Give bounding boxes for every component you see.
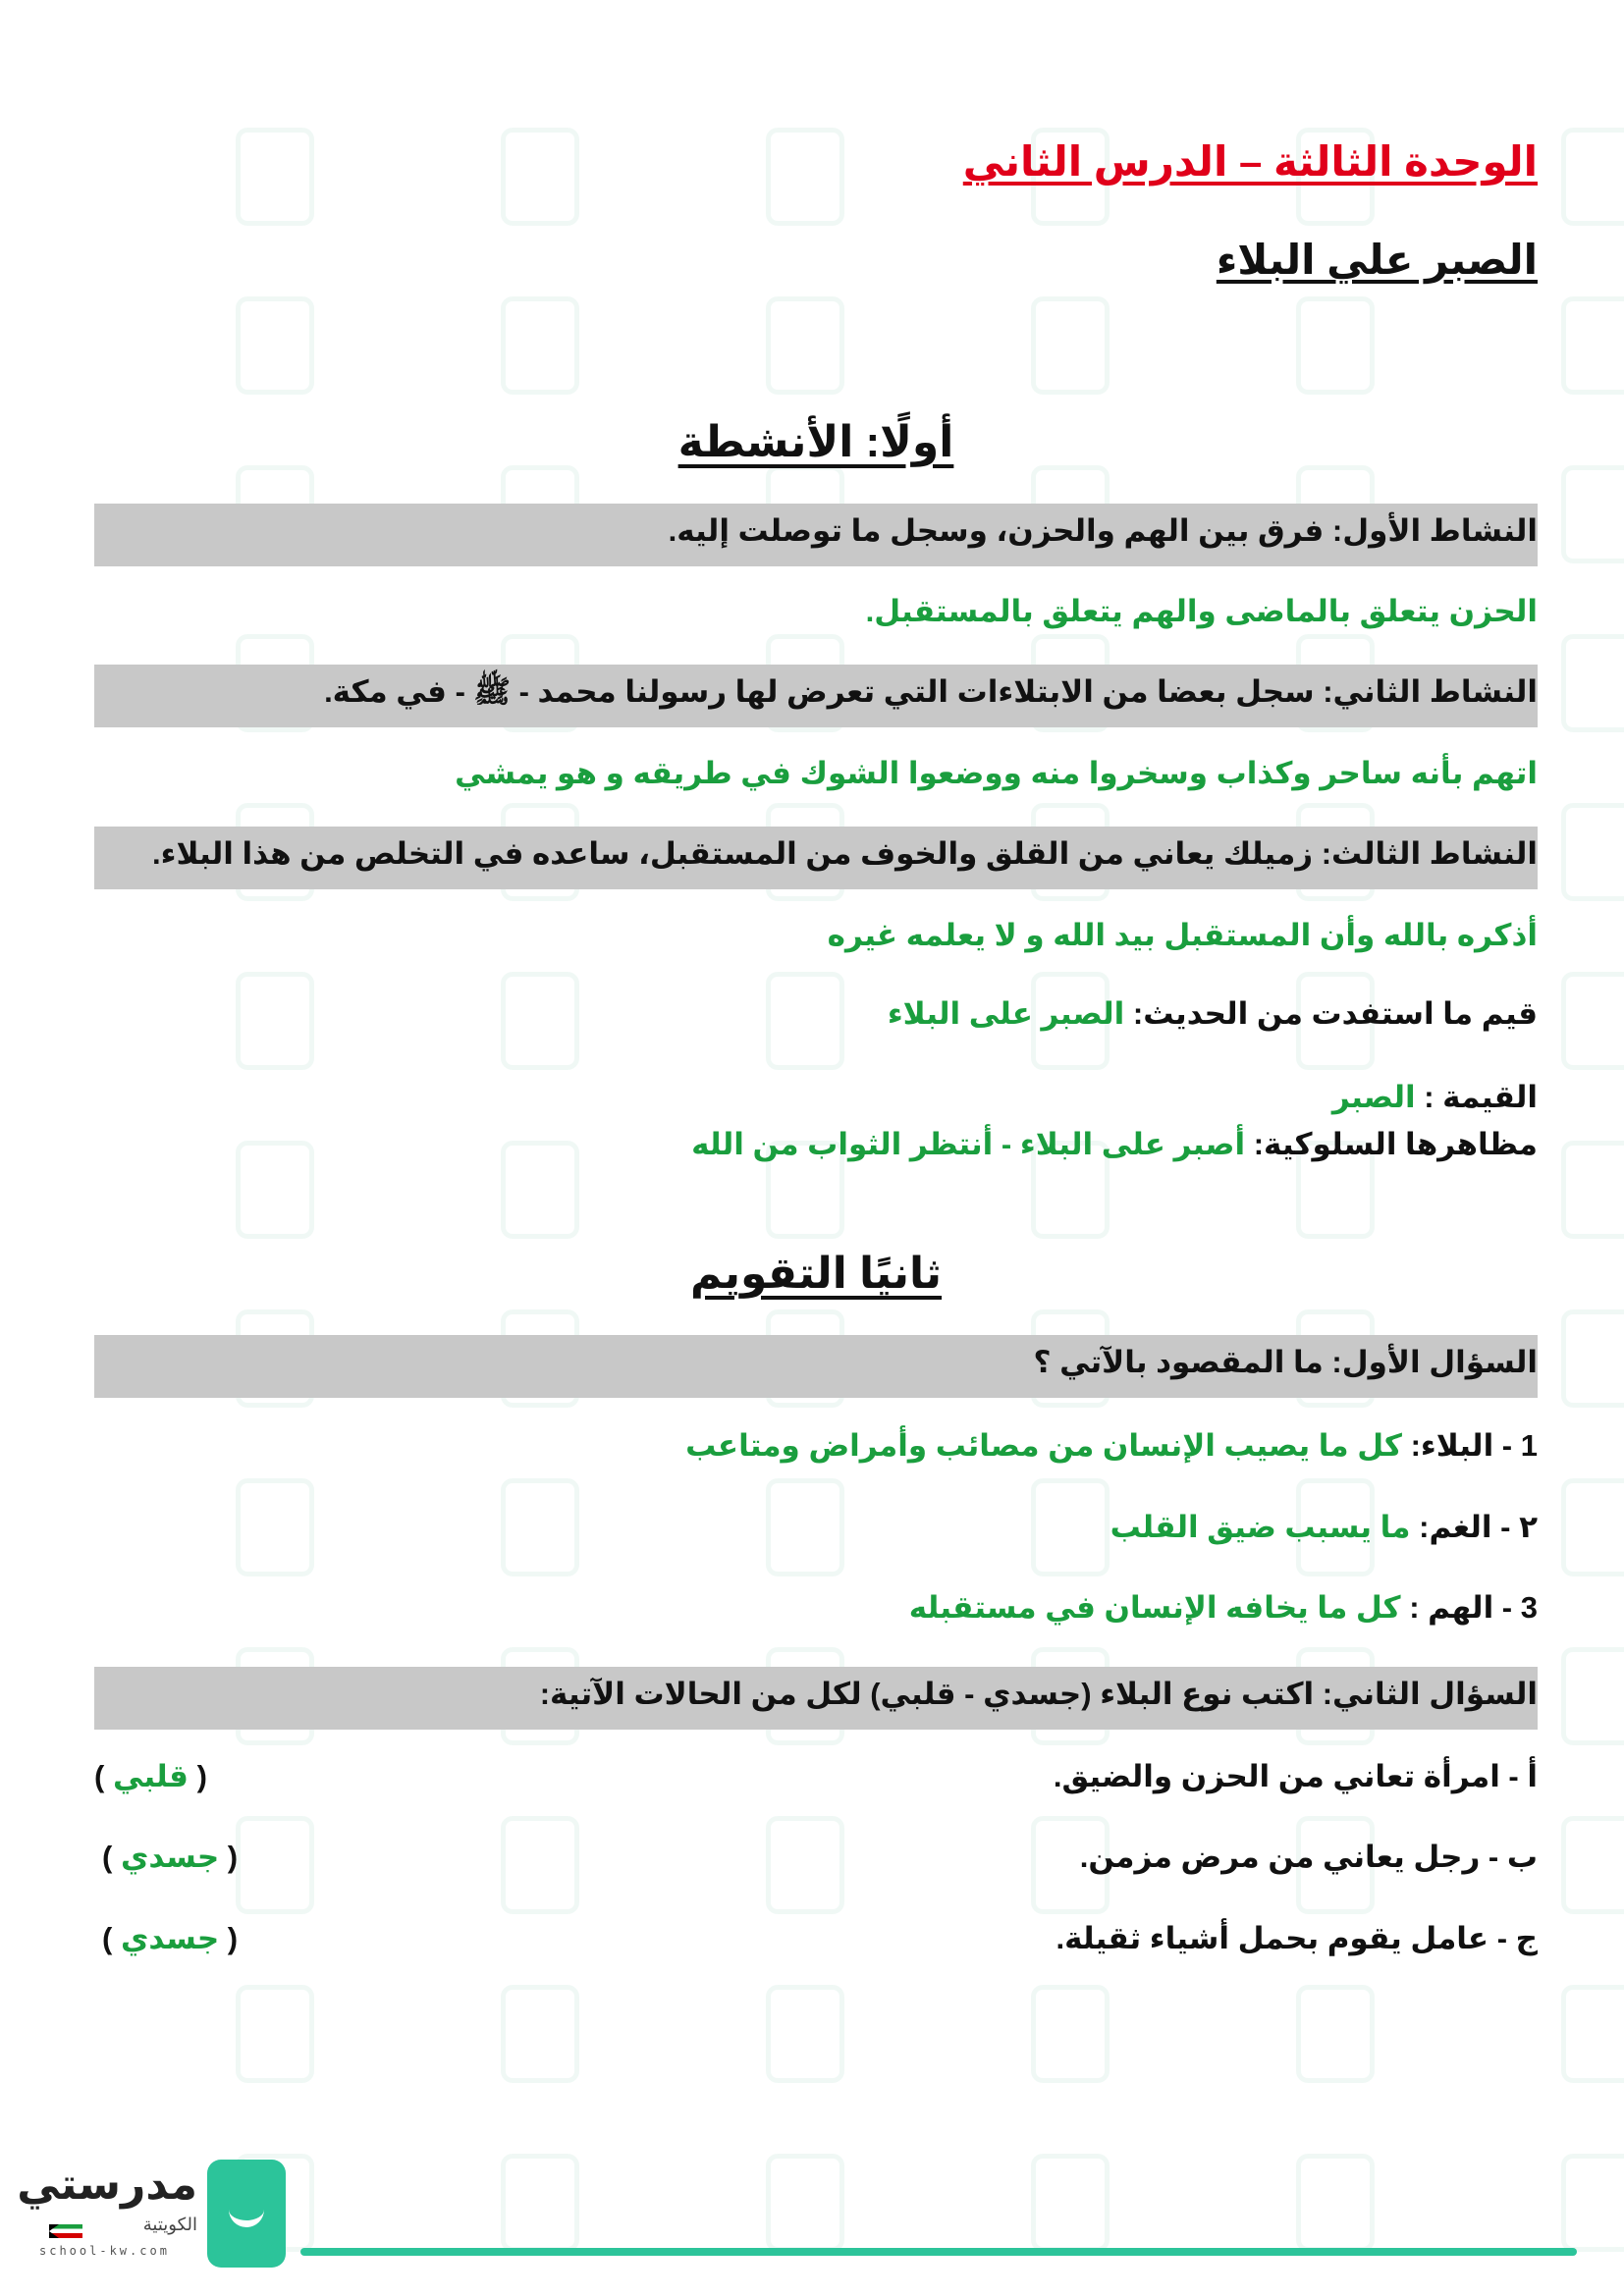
watermark-tile (59, 962, 236, 1080)
watermark-tile (324, 1806, 501, 1924)
logo-url: school-kw.com (39, 2244, 170, 2258)
watermark-book-icon (1031, 1985, 1110, 2083)
question2-item-answer: جسدي (120, 1921, 220, 1955)
question2-prompt-bar (94, 1667, 1538, 1730)
question1-item-label: 1 - البلاء: (1410, 1428, 1538, 1463)
watermark-book-icon (1561, 1985, 1624, 2083)
value-label: القيمة : (1424, 1080, 1538, 1114)
logo-subtitle: الكويتية (142, 2215, 197, 2235)
activity2-answer: اتهم بأنه ساحر وكذاب وسخروا منه ووضعوا الشوك في طريقه و هو يمشي (455, 756, 1538, 790)
watermark-tile (589, 1975, 766, 2093)
logo-name: مدرستي (17, 2160, 197, 2210)
question1-item-label: 3 - الهم : (1409, 1590, 1538, 1625)
watermark-book-icon (501, 1478, 579, 1576)
watermark-book-icon (1561, 296, 1624, 395)
watermark-book-icon (766, 296, 844, 395)
watermark-tile (59, 1468, 236, 1586)
watermark-tile (854, 1806, 1031, 1924)
question1-item-answer: ما يسبب ضيق القلب (1110, 1510, 1411, 1544)
watermark-book-icon (501, 1985, 579, 2083)
values-learned-label: قيم ما استفدت من الحديث: (1132, 996, 1538, 1031)
watermark-book-icon (236, 1985, 314, 2083)
watermark-book-icon (236, 1478, 314, 1576)
watermark-book-icon (1561, 1816, 1624, 1914)
watermark-book-icon (766, 1478, 844, 1576)
activity3-answer: أذكره بالله وأن المستقبل بيد الله و لا يعلمه غيره (827, 918, 1538, 952)
question1-prompt: السؤال الأول: ما المقصود بالآتي ؟ (1033, 1345, 1538, 1379)
watermark-book-icon (1296, 1985, 1375, 2083)
question2-item-text: ب - رجل يعاني من مرض مزمن. (1079, 1840, 1538, 1874)
watermark-tile (589, 1468, 766, 1586)
logo-book-icon (207, 2160, 286, 2268)
watermark-book-icon (236, 1816, 314, 1914)
values-learned-answer: الصبر على البلاء (887, 996, 1125, 1031)
watermark-book-icon (766, 972, 844, 1070)
watermark-tile (854, 1975, 1031, 2093)
watermark-book-icon (1296, 296, 1375, 395)
activity1-prompt: النشاط الأول: فرق بين الهم والحزن، وسجل ما توصلت إليه. (668, 513, 1538, 548)
section-evaluation-title: ثانيًا التقويم (689, 1250, 943, 1298)
watermark-book-icon (1561, 1647, 1624, 1745)
watermark-tile (324, 118, 501, 236)
values-learned-line (888, 996, 1538, 1032)
watermark-tile (1384, 287, 1561, 404)
watermark-tile (324, 1468, 501, 1586)
watermark-book-icon (1031, 2154, 1110, 2252)
question2-item-choice: ( جسدي ) (102, 1921, 239, 1955)
question2-prompt: السؤال الثاني: اكتب نوع البلاء (جسدي - قلبي) لكل من الحالات الآتية: (539, 1677, 1538, 1711)
watermark-book-icon (1561, 1478, 1624, 1576)
behaviors-line (691, 1127, 1538, 1162)
question2-item-choice: ( قلبي ) (94, 1759, 207, 1793)
watermark-tile (324, 2144, 501, 2262)
activity2-prompt: النشاط الثاني: سجل بعضا من الابتلاءات التي تعرض لها رسولنا محمد - ﷺ - في مكة. (324, 674, 1538, 709)
watermark-book-icon (501, 296, 579, 395)
watermark-book-icon (1561, 634, 1624, 732)
lesson-title: الصبر علي البلاء (1216, 237, 1538, 283)
watermark-book-icon (501, 972, 579, 1070)
watermark-tile (59, 1975, 236, 2093)
watermark-book-icon (236, 128, 314, 226)
question2-item-text: أ - امرأة تعاني من الحزن والضيق. (1053, 1759, 1538, 1793)
watermark-tile (589, 1806, 766, 1924)
activity3-prompt: النشاط الثالث: زميلك يعاني من القلق والخوف من المستقبل، ساعده في التخلص من هذا البلاء. (152, 836, 1538, 871)
watermark-book-icon (1296, 2154, 1375, 2252)
watermark-book-icon (766, 1816, 844, 1914)
watermark-tile (1119, 2144, 1296, 2262)
footer-divider (300, 2248, 1577, 2256)
watermark-book-icon (1561, 128, 1624, 226)
school-logo (17, 2150, 291, 2277)
watermark-book-icon (1561, 2154, 1624, 2252)
activity3-prompt-bar (94, 827, 1538, 889)
kuwait-flag-icon (49, 2224, 82, 2238)
activity1-answer: الحزن يتعلق بالماضى والهم يتعلق بالمستقبل. (865, 594, 1538, 628)
unit-title: الوحدة الثالثة – الدرس الثاني (962, 138, 1538, 185)
watermark-book-icon (766, 128, 844, 226)
watermark-tile (59, 118, 236, 236)
question1-item-label: ٢ - الغم: (1419, 1510, 1538, 1544)
question1-item (909, 1590, 1538, 1626)
question1-item (1110, 1510, 1538, 1545)
watermark-tile (324, 1975, 501, 2093)
watermark-book-icon (766, 1985, 844, 2083)
watermark-book-icon (236, 296, 314, 395)
watermark-tile (1119, 1975, 1296, 2093)
section-activities-title: أولًا: الأنشطة (677, 418, 954, 466)
question2-item-choice: ( جسدي ) (102, 1840, 239, 1874)
question1-item-answer: كل ما يصيب الإنسان من مصائب وأمراض ومتاعب (685, 1428, 1402, 1463)
watermark-book-icon (1031, 296, 1110, 395)
watermark-tile (589, 2144, 766, 2262)
activity2-prompt-bar (94, 665, 1538, 727)
watermark-book-icon (501, 1816, 579, 1914)
watermark-tile (854, 287, 1031, 404)
watermark-book-icon (1561, 1141, 1624, 1239)
question1-item (685, 1428, 1538, 1464)
watermark-book-icon (501, 1141, 579, 1239)
question2-item-answer: قلبي (112, 1759, 189, 1793)
watermark-book-icon (766, 2154, 844, 2252)
behaviors-answer: أصبر على البلاء - أنتظر الثواب من الله (691, 1127, 1246, 1161)
value-line (1332, 1080, 1538, 1115)
watermark-tile (59, 287, 236, 404)
behaviors-label: مظاهرها السلوكية: (1253, 1127, 1538, 1161)
watermark-book-icon (501, 2154, 579, 2252)
watermark-tile (1384, 2144, 1561, 2262)
watermark-tile (1384, 1975, 1561, 2093)
question2-item-answer: جسدي (120, 1840, 220, 1874)
watermark-book-icon (1561, 803, 1624, 901)
question1-item-answer: كل ما يخافه الإنسان في مستقبله (908, 1590, 1401, 1625)
watermark-book-icon (236, 1141, 314, 1239)
watermark-tile (854, 2144, 1031, 2262)
activity1-prompt-bar (94, 504, 1538, 566)
watermark-book-icon (236, 972, 314, 1070)
watermark-tile (324, 287, 501, 404)
watermark-book-icon (501, 128, 579, 226)
watermark-book-icon (1561, 972, 1624, 1070)
watermark-tile (589, 118, 766, 236)
watermark-book-icon (1561, 1309, 1624, 1408)
watermark-tile (589, 287, 766, 404)
value-answer: الصبر (1331, 1080, 1416, 1114)
watermark-tile (854, 1468, 1031, 1586)
question2-item-text: ج - عامل يقوم بحمل أشياء ثقيلة. (1056, 1921, 1538, 1955)
watermark-tile (1119, 287, 1296, 404)
watermark-tile (59, 1131, 236, 1249)
watermark-book-icon (1561, 465, 1624, 563)
watermark-tile (324, 1131, 501, 1249)
watermark-book-icon (1031, 1478, 1110, 1576)
watermark-tile (589, 962, 766, 1080)
question1-prompt-bar (94, 1335, 1538, 1398)
watermark-tile (324, 962, 501, 1080)
